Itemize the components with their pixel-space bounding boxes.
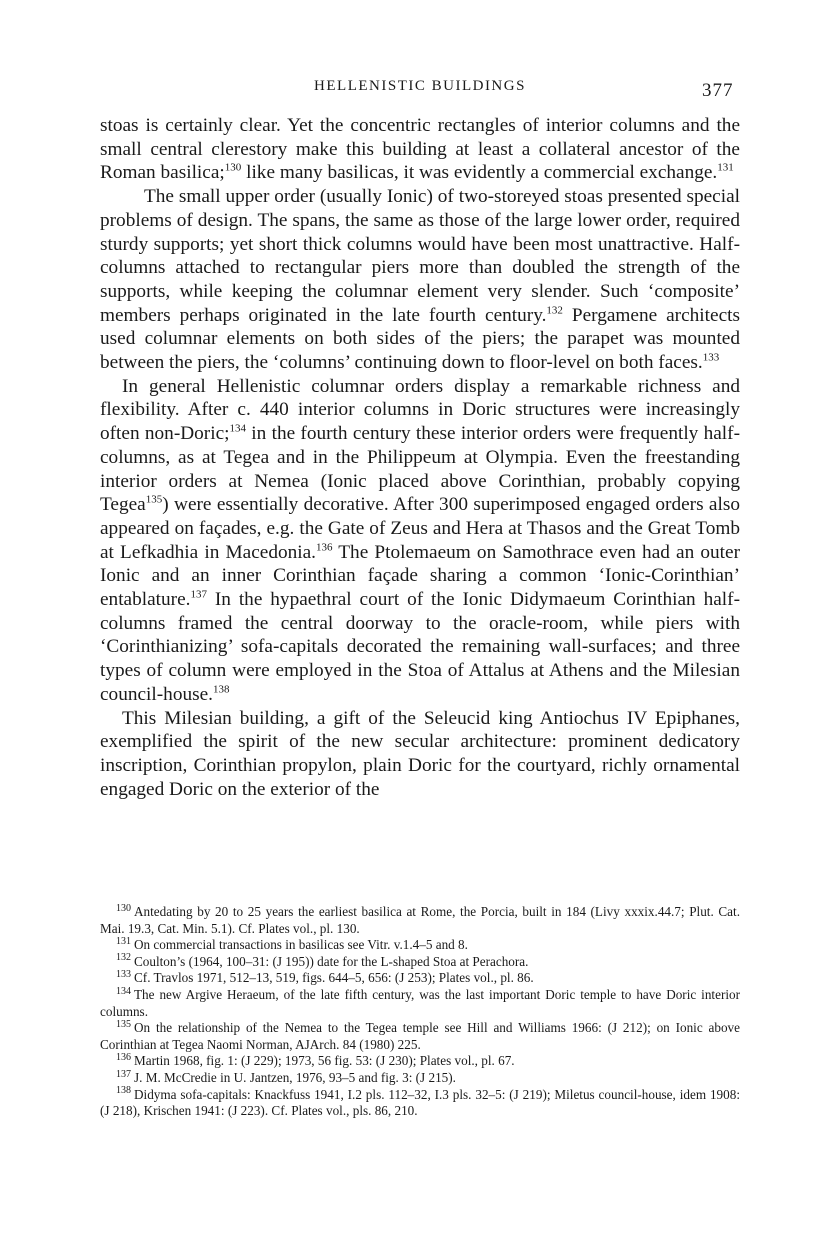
paragraph-3: In general Hellenistic columnar orders display a remarkable richness and flexibility. After c. 440 interior columns in Doric structures were increasingly often non-Doric;$^{134}$ in the fourth century these interior orders were frequently half-columns, as at Tegea and in the Philippeum at Olympia. Even the freestanding interior orders at Nemea (Ionic placed above Corinthian, probably copying Tegea$^{135}$) were essentially decorative. After 300 superimposed engaged orders also appeared on façades, e.g. the Gate of Zeus and Hera at Thasos and the Great Tomb at Lefkadhia in Macedonia.$^{136}$ The Ptolemaeum on Samothrace even had an outer Ionic and an inner Corinthian façade sharing a common ‘Ionic-Corinthian’ entablature.$^{137}$ In the hypaethral court of the Ionic Didymaeum Corinthian half-columns framed the central doorway to the oracle-room, while piers with ‘Corinthianizing’ sofa-capitals decorated the remaining wall-surfaces; and three types of column were employed in the Stoa of Attalus at Athens and the Milesian council-house.$^{138}$ bbox=[100, 375, 740, 705]
footnote: $^{131}$ On commercial transactions in basilicas see Vitr. v.1.4–5 and 8. bbox=[116, 935, 468, 953]
main-text bbox=[100, 114, 740, 801]
footnote-ref[interactable]: 132 bbox=[546, 304, 563, 317]
footnote: $^{134}$ The new Argive Heraeum, of the late fifth century, was the last important Doric temple to have Doric interior columns. bbox=[100, 985, 740, 1019]
paragraph-1: stoas is certainly clear. Yet the concentric rectangles of interior columns and the small central clerestory make this building at least a collateral ancestor of the Roman basilica;$^{130}$ like many basilicas, it was evidently a commercial exchange.$^{131}$ bbox=[100, 115, 740, 184]
footnote: $^{130}$ Antedating by 20 to 25 years the earliest basilica at Rome, the Porcia, built in 184 (Livy xxxix.44.7; Plut. Cat. Mai. 19.3, Cat. Min. 5.1). Cf. Plates vol., pl. 130. bbox=[100, 902, 740, 936]
paragraph-2: The small upper order (usually Ionic) of two-storeyed stoas presented special problems of design. The spans, the same as those of the large lower order, required sturdy supports; yet short thick columns would have been most unattractive. Half-columns attached to rectangular piers more than doubled the strength of the supports, while keeping the columnar element very slender. Such ‘composite’ members perhaps originated in the late fourth century.$^{132}$ Pergamene architects used columnar elements on both sides of the piers; the parapet was mounted between the piers, the ‘columns’ continuing down to floor-level on both faces.$^{133}$ bbox=[100, 186, 740, 374]
footnote: $^{136}$ Martin 1968, fig. 1: (J 229); 1973, 56 fig. 53: (J 230); Plates vol., pl. 67. bbox=[116, 1051, 515, 1069]
footnote-ref[interactable]: 135 bbox=[145, 493, 163, 506]
running-head: HELLENISTIC BUILDINGS bbox=[314, 78, 526, 94]
page-number: 377 bbox=[702, 80, 734, 101]
footnote: $^{138}$ Didyma sofa-capitals: Knackfuss 1941, I.2 pls. 112–32, I.3 pls. 32–5: (J 219); Miletus council-house, idem 1908: (J 218), Krischen 1941: (J 223). Cf. Plates vol., pls. 86, 210. bbox=[100, 1085, 740, 1119]
footnote-ref[interactable]: 134 bbox=[229, 422, 247, 435]
footnote-ref[interactable]: 138 bbox=[212, 683, 230, 696]
footnote-ref[interactable]: 133 bbox=[702, 351, 720, 364]
footnote-ref[interactable]: 137 bbox=[190, 588, 207, 601]
footnote-ref[interactable]: 136 bbox=[315, 541, 333, 554]
footnote: $^{132}$ Coulton’s (1964, 100–31: (J 195)) date for the L-shaped Stoa at Perachora. bbox=[116, 952, 529, 969]
footnote: $^{135}$ On the relationship of the Nemea to the Tegea temple see Hill and Williams 1966: (J 212); on Ionic above Corinthian at Tegea Naomi Norman, AJArch. 84 (1980) 225. bbox=[100, 1018, 740, 1052]
paragraph-4: This Milesian building, a gift of the Seleucid king Antiochus IV Epiphanes, exemplified the spirit of the new secular architecture: prominent dedicatory inscription, Corinthian propylon, plain Doric for the courtyard, richly ornamental engaged Doric on the exterior of the bbox=[100, 707, 740, 800]
footnote-ref[interactable]: 131 bbox=[717, 161, 734, 174]
footnote: $^{133}$ Cf. Travlos 1971, 512–13, 519, figs. 644–5, 656: (J 253); Plates vol., pl. 86. bbox=[116, 968, 534, 986]
footnote-ref[interactable]: 130 bbox=[224, 161, 242, 174]
footnote: $^{137}$ J. M. McCredie in U. Jantzen, 1976, 93–5 and fig. 3: (J 215). bbox=[116, 1068, 456, 1085]
footnotes bbox=[100, 904, 740, 1120]
